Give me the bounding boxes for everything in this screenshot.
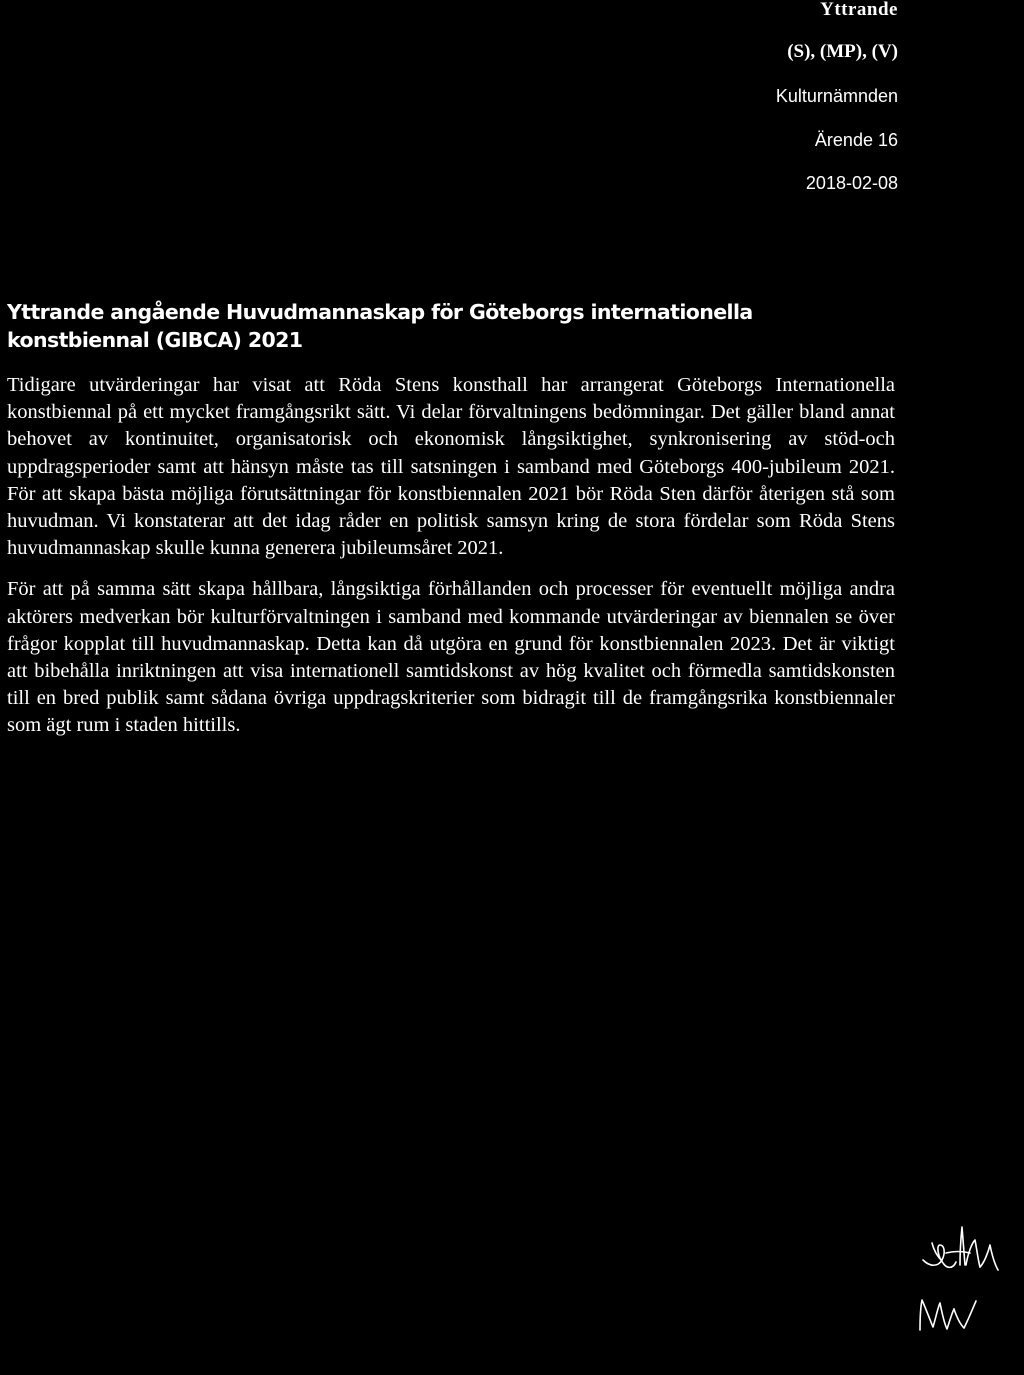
document-title: Yttrande angående Huvudmannaskap för Göteborgs internationella konstbiennal (GIBCA) 2021: [7, 300, 753, 352]
body-paragraph: För att på samma sätt skapa hållbara, långsiktiga förhållanden och processer för eventuellt möjliga andra aktörers medverkan bör kulturförvaltningen i samband med kommande utvärderingar av biennalen se över frågor kopplat till huvudmannaskap. Detta kan då utgöra en grund för konstbiennalen 2023. Det är viktigt att bibehålla inriktningen att visa internationell samtidskonst av hög kvalitet och förmedla samtidskonsten till en bred publik samt sådana övriga uppdragskriterier som bidragit till de framgångsrika konstbiennaler som ägt rum i staden hittills.: [7, 578, 895, 737]
document-body: [7, 372, 895, 754]
body-paragraph: Tidigare utvärderingar har visat att Röda Stens konsthall har arrangerat Göteborgs Internationella konstbiennal på ett mycket framgångsrikt sätt. Vi delar förvaltningens bedömningar. Det gäller bland annat behovet av kontinuitet, organisatorisk och ekonomisk långsiktighet, synkronisering av stöd-och uppdragsperioder samt att hänsyn måste tas till satsningen i samband med Göteborgs 400-jubileum 2021. För att skapa bästa möjliga förutsättningar för konstbiennalen 2021 bör Röda Sten därför återigen stå som huvudman. Vi konstaterar att det idag råder en politisk samsyn kring de stora fördelar som Röda Stens huvudmannaskap skulle kunna generera jubileumsåret 2021.: [7, 374, 895, 560]
case-number: Ärende 16: [814, 130, 898, 150]
party-list: (S), (MP), (V): [787, 41, 898, 62]
document-date: 2018-02-08: [805, 173, 898, 193]
document-type: Yttrande: [820, 0, 898, 20]
committee-name: Kulturnämnden: [775, 86, 898, 106]
signature-icon: [880, 1205, 1020, 1370]
